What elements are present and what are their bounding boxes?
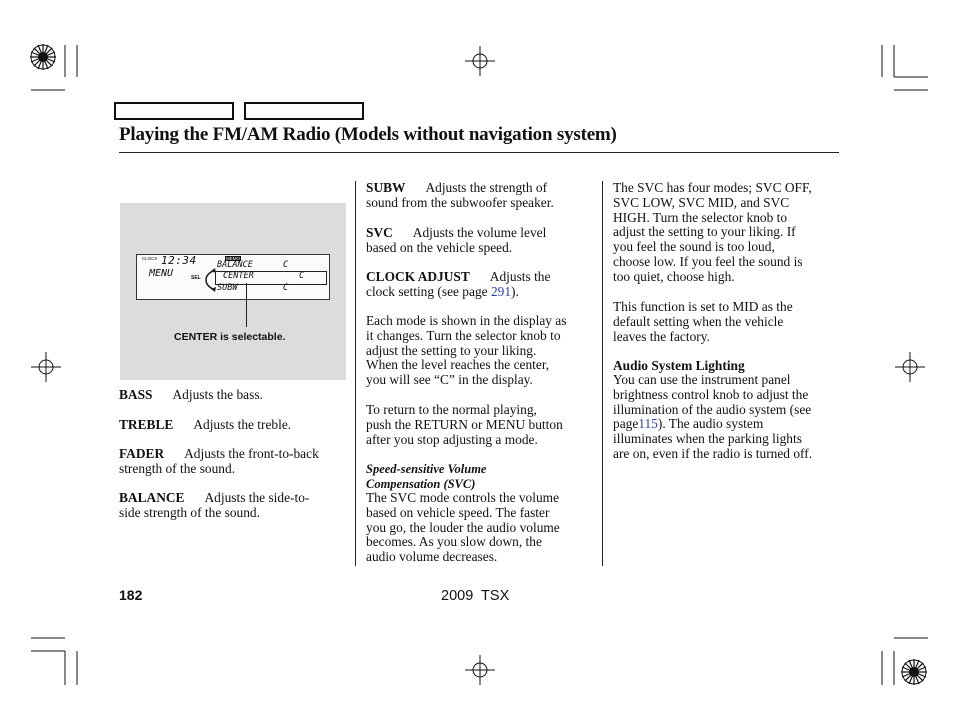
entry-text: Adjusts the side-to- [204, 490, 310, 505]
balance-entry [119, 491, 351, 521]
svc-entry [366, 226, 600, 256]
text-line: based on vehicle speed. The faster [366, 504, 550, 520]
entry-term: FADER [119, 446, 165, 461]
page-number: 182 [119, 587, 143, 603]
clock-adjust-entry [366, 270, 600, 300]
menu-item-center: CENTER [223, 271, 254, 281]
entry-term: TREBLE [119, 417, 174, 432]
text-line: you feel the sound is too loud, [613, 239, 775, 255]
entry-term: SUBW [366, 180, 406, 195]
audio-lighting-paragraph [613, 373, 845, 462]
svc-section-heading [366, 462, 600, 491]
footer-model: 2009 TSX [441, 588, 510, 604]
fader-entry [119, 447, 351, 477]
entry-text-cont: based on the vehicle speed. [366, 239, 513, 255]
audio-display-panel [136, 254, 330, 300]
text-line: HIGH. Turn the selector knob to [613, 209, 788, 225]
sunburst-registration-icon [901, 659, 927, 685]
column-divider [602, 181, 603, 566]
text-fragment: ). The audio system [657, 416, 764, 432]
page-291-link[interactable]: 291 [490, 283, 512, 299]
text-line: default setting when the vehicle [613, 313, 784, 329]
text-line: becomes. As you slow down, the [366, 534, 542, 550]
entry-text-cont: strength of the sound. [119, 460, 236, 476]
treble-entry [119, 418, 349, 433]
text-line: you will see “C” in the display. [366, 372, 533, 388]
entry-text: Adjusts the front-to-back [184, 446, 319, 461]
mode-display-paragraph [366, 314, 600, 388]
text-fragment: page [613, 416, 639, 432]
text-line: after you stop adjusting a mode. [366, 431, 538, 447]
figure-caption: CENTER is selectable. [174, 331, 286, 343]
text-line: leaves the factory. [613, 328, 710, 344]
text-line: To return to the normal playing, [366, 402, 537, 417]
menu-label: MENU [149, 268, 174, 279]
text-line: brightness control knob to adjust the [613, 386, 809, 402]
return-paragraph [366, 403, 600, 447]
menu-item-value: C [283, 260, 289, 270]
text-line: This function is set to MID as the [613, 299, 793, 314]
menu-item-value: C [299, 271, 305, 281]
svc-modes-paragraph [613, 181, 843, 285]
display-illustration [120, 203, 346, 380]
entry-term: CLOCK ADJUST [366, 269, 470, 284]
default-setting-paragraph [613, 300, 843, 344]
text-line: you go, the louder the audio volume [366, 519, 560, 535]
text-line: You can use the instrument panel [613, 372, 791, 387]
memo-indicator: MEMO [226, 256, 240, 261]
registration-target-icon [465, 655, 495, 685]
clock-tag-label: CLOCK [142, 256, 158, 261]
page-115-link[interactable]: 115 [638, 416, 658, 432]
text-line: SVC LOW, SVC MID, and SVC [613, 194, 790, 210]
text-line: choose low. If you feel the sound is [613, 253, 803, 269]
entry-text-cont: sound from the subwoofer speaker. [366, 194, 554, 210]
entry-text: Adjusts the volume level [412, 225, 547, 240]
text-line: it changes. Turn the selector knob to [366, 327, 561, 343]
registration-target-icon [465, 46, 495, 76]
sel-label: SEL [191, 275, 201, 281]
svc-paragraph [366, 491, 600, 565]
text-line: illumination of the audio system (see [613, 401, 812, 417]
audio-lighting-heading: Audio System Lighting [613, 358, 745, 373]
header-tab-box-2 [244, 102, 364, 120]
heading-line: Compensation (SVC) [366, 476, 476, 491]
header-tab-box-1 [114, 102, 234, 120]
text-line: The SVC mode controls the volume [366, 490, 560, 505]
heading-line: Speed-sensitive Volume [366, 462, 487, 476]
sunburst-registration-icon [30, 44, 56, 70]
entry-text: Adjusts the strength of [425, 180, 548, 195]
entry-text-cont: side strength of the sound. [119, 504, 260, 520]
text-line: The SVC has four modes; SVC OFF, [613, 180, 812, 195]
text-line: illuminates when the parking lights [613, 431, 802, 447]
text-line: adjust the setting to your liking. If [613, 224, 796, 240]
column-divider [355, 181, 356, 566]
menu-item-value: C [283, 283, 289, 293]
text-line: too quiet, choose high. [613, 268, 735, 284]
text-line: are on, even if the radio is turned off. [613, 445, 813, 461]
entry-term: BALANCE [119, 490, 185, 505]
menu-item-balance: BALANCE [217, 260, 253, 270]
bass-entry [119, 388, 349, 403]
page-title: Playing the FM/AM Radio (Models without navigation system) [119, 124, 617, 145]
entry-term: BASS [119, 387, 153, 402]
entry-text: Adjusts the [489, 269, 551, 284]
entry-text-end: ). [511, 283, 519, 299]
entry-text: Adjusts the bass. [172, 387, 263, 402]
entry-text-cont: clock setting (see page [366, 283, 491, 299]
callout-line [246, 283, 247, 327]
title-rule [119, 152, 839, 153]
registration-target-icon [31, 352, 61, 382]
entry-term: SVC [366, 225, 393, 240]
text-line: Each mode is shown in the display as [366, 313, 567, 328]
menu-item-subw: SUBW [217, 283, 238, 293]
entry-text: Adjusts the treble. [193, 417, 292, 432]
registration-target-icon [895, 352, 925, 382]
text-line: push the RETURN or MENU button [366, 416, 563, 432]
text-line: When the level reaches the center, [366, 357, 550, 373]
subw-entry [366, 181, 600, 211]
text-line: adjust the setting to your liking. [366, 342, 537, 358]
clock-time: 12:34 [161, 254, 197, 267]
text-line: audio volume decreases. [366, 549, 498, 565]
